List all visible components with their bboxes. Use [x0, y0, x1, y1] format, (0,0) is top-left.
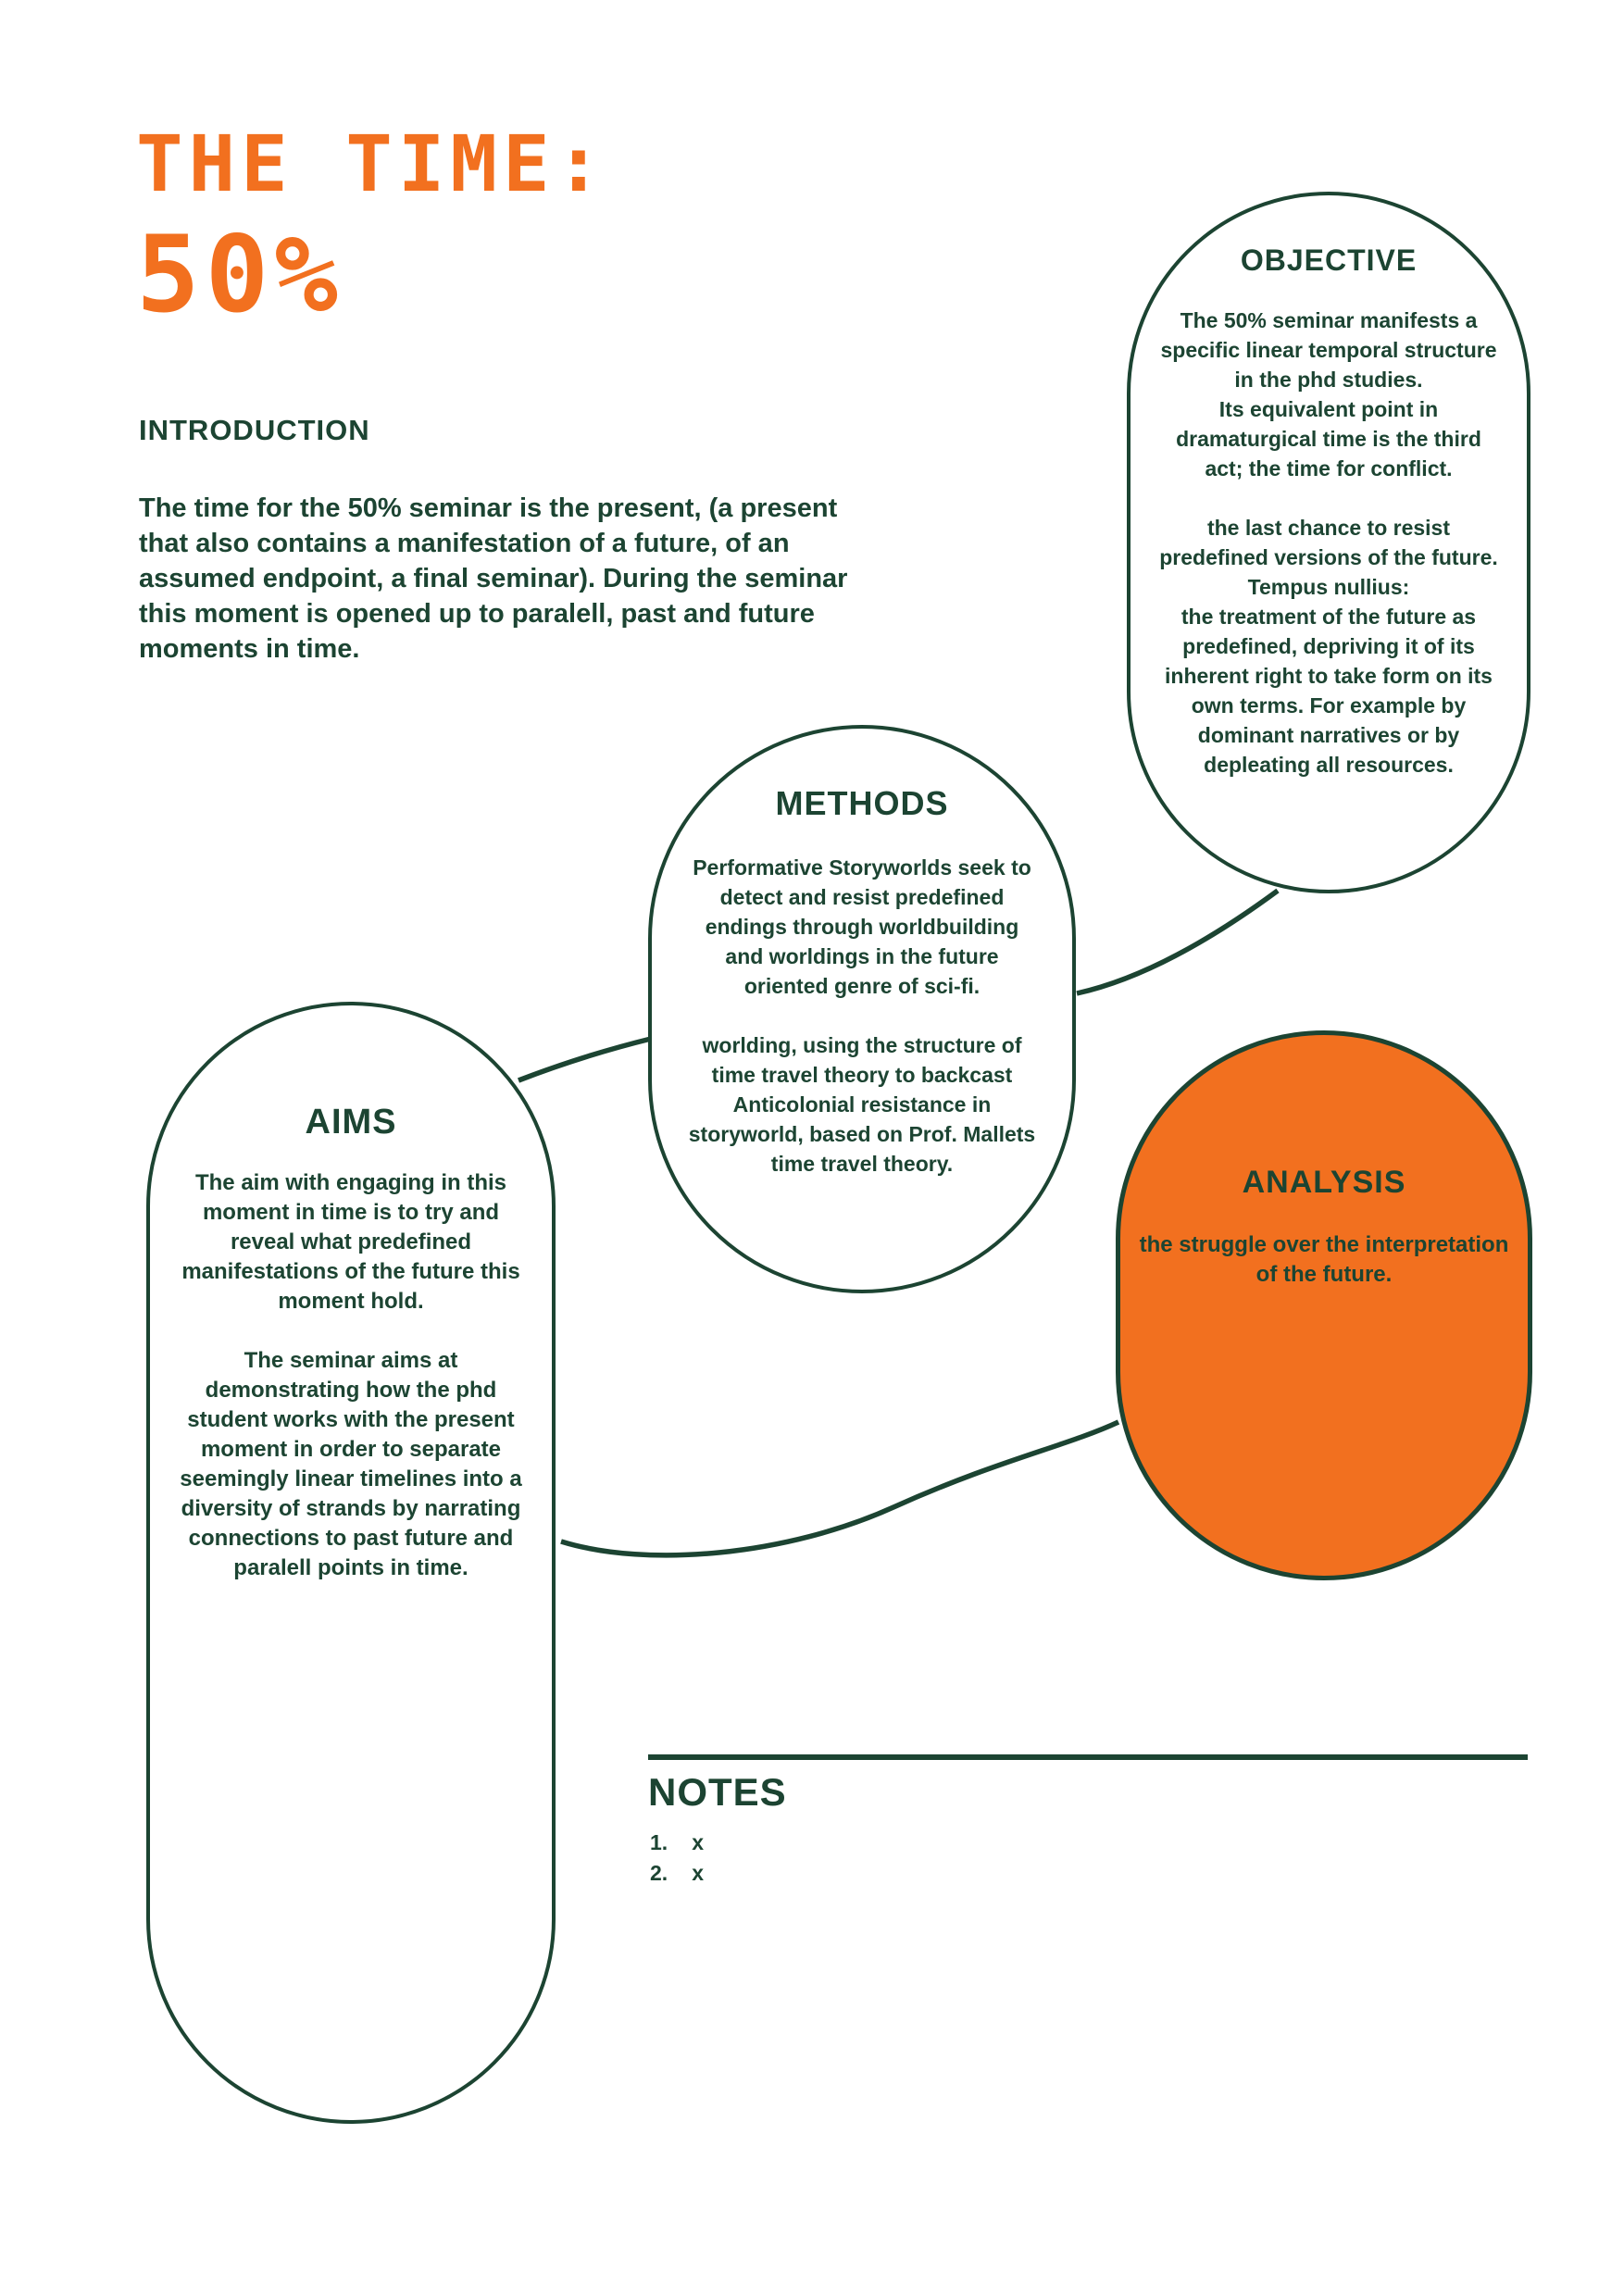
objective-paragraph: Its equivalent point in dramaturgical time is the third act; the time for conflict.: [1176, 397, 1481, 480]
aims-heading: AIMS: [305, 1103, 397, 1142]
analysis-heading: ANALYSIS: [1242, 1165, 1406, 1200]
note-item-text: x: [692, 1830, 704, 1854]
connector-methods-aims: [518, 1039, 651, 1080]
connector-aims-analysis: [561, 1422, 1118, 1555]
methods-paragraph: Performative Storyworlds seek to detect and resist predefined endings through worldbuilding and worldings in the future oriented genre of sci-fi.: [693, 855, 1031, 998]
page-title-line2: 50%: [136, 213, 344, 336]
methods-heading: METHODS: [775, 784, 949, 822]
notes-heading: NOTES: [648, 1770, 787, 1814]
note-item: [650, 1830, 704, 1855]
page-title-line1: THE TIME:: [136, 119, 608, 209]
note-item-text: x: [692, 1861, 704, 1885]
connector-objective-methods: [1077, 891, 1278, 993]
analysis-body: the struggle over the interpretation of the future.: [1139, 1232, 1509, 1287]
objective-paragraph: the treatment of the future as predefined, depriving it of its inherent right to take form on its own terms. For example by dominant narratives or by depleating all resources.: [1165, 605, 1493, 777]
note-item-number: 2.: [650, 1861, 668, 1885]
aims-oval: [146, 1002, 556, 2124]
introduction-heading: INTRODUCTION: [139, 414, 370, 446]
aims-paragraph: The seminar aims at demonstrating how the phd student works with the present moment in order to separate seemingly linear timelines into a diversity of strands by narrating connections to past future and paralell points in time.: [180, 1348, 522, 1580]
objective-oval: [1127, 192, 1530, 893]
notes-divider-rule: [648, 1754, 1528, 1760]
objective-paragraph: Tempus nullius:: [1247, 575, 1410, 599]
methods-paragraph: worlding, using the structure of time travel theory to backcast Anticolonial resistance in storyworld, based on Prof. Mallets time travel theory.: [688, 1033, 1036, 1176]
methods-oval: [648, 725, 1076, 1293]
note-item: [650, 1861, 704, 1886]
objective-heading: OBJECTIVE: [1240, 243, 1418, 277]
note-item-number: 1.: [650, 1830, 668, 1854]
objective-paragraph: The 50% seminar manifests a specific linear temporal structure in the phd studies.: [1160, 308, 1497, 392]
analysis-oval: [1116, 1030, 1532, 1580]
introduction-body: The time for the 50% seminar is the present, (a present that also contains a manifestation of a future, of an assumed endpoint, a final seminar). During the seminar this moment is opened up to paralell, past and future moments in time.: [139, 493, 848, 664]
objective-paragraph: the last chance to resist predefined versions of the future.: [1159, 516, 1498, 569]
aims-paragraph: The aim with engaging in this moment in time is to try and reveal what predefined manifestations of the future this moment hold.: [181, 1170, 520, 1314]
